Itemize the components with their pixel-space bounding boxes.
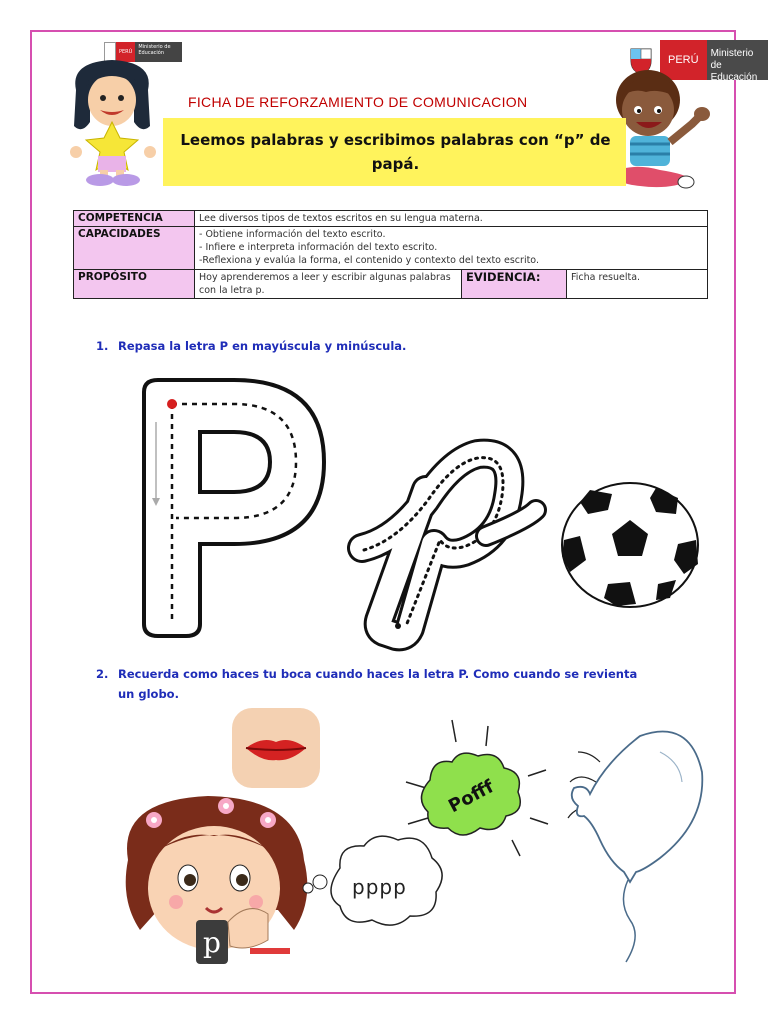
letter-p-uppercase-tracing-icon bbox=[136, 372, 332, 642]
capacidad-item: - Obtiene información del texto escrito. bbox=[199, 229, 386, 240]
logo-ministry-line1: Ministerio bbox=[710, 48, 754, 59]
capacidades-list bbox=[195, 227, 708, 270]
lips-icon bbox=[232, 708, 320, 788]
sheet-subtitle: Leemos palabras y escribimos palabras con “p” de papá. bbox=[180, 131, 611, 173]
question-2 bbox=[96, 664, 637, 704]
logo-country: PERÚ bbox=[660, 40, 707, 80]
competencia-label: COMPETENCIA bbox=[74, 211, 195, 227]
table-row bbox=[74, 211, 708, 227]
proposito-label: PROPÓSITO bbox=[74, 270, 195, 299]
soccer-ball-icon bbox=[560, 480, 700, 610]
girl-character-icon bbox=[62, 56, 162, 188]
info-table bbox=[73, 210, 708, 299]
proposito-text: Hoy aprenderemos a leer y escribir algunas palabras con la letra p. bbox=[195, 270, 462, 299]
question-text-line1: Recuerda como haces tu boca cuando haces la letra P. Como cuando se revienta bbox=[118, 667, 638, 681]
girl-making-sound-icon bbox=[118, 790, 318, 966]
question-text-line2: un globo. bbox=[118, 687, 179, 701]
logo-ministry bbox=[707, 40, 768, 83]
table-row bbox=[74, 270, 708, 299]
capacidad-item: -Reflexiona y evalúa la forma, el contenido y contexto del texto escrito. bbox=[199, 255, 539, 266]
evidencia-label: EVIDENCIA: bbox=[462, 270, 567, 299]
green-burst-icon bbox=[400, 720, 550, 860]
capacidades-label: CAPACIDADES bbox=[74, 227, 195, 270]
svg-text:p: p bbox=[203, 926, 221, 959]
question-number: 1. bbox=[96, 339, 109, 353]
evidencia-text: Ficha resuelta. bbox=[567, 270, 708, 299]
question-1 bbox=[96, 336, 406, 356]
logo-ministry-line2: de Educación bbox=[710, 60, 758, 83]
sheet-title: FICHA DE REFORZAMIENTO DE COMUNICACION bbox=[188, 94, 528, 110]
capacidad-item: - Infiere e interpreta información del texto escrito. bbox=[199, 242, 438, 253]
burst-text: Pofff bbox=[445, 776, 498, 818]
table-row bbox=[74, 227, 708, 270]
balloon-icon bbox=[540, 722, 706, 968]
competencia-text: Lee diversos tipos de textos escritos en su lengua materna. bbox=[195, 211, 708, 227]
logo-country: PERÚ bbox=[116, 42, 135, 62]
question-number: 2. bbox=[96, 667, 109, 681]
question-text: Repasa la letra P en mayúscula y minúscula. bbox=[118, 339, 407, 353]
letter-p-lowercase-tracing-icon bbox=[356, 440, 546, 640]
logo-ministry: Ministerio de Educación bbox=[135, 42, 182, 62]
speech-bubble-text: pppp bbox=[352, 875, 407, 899]
